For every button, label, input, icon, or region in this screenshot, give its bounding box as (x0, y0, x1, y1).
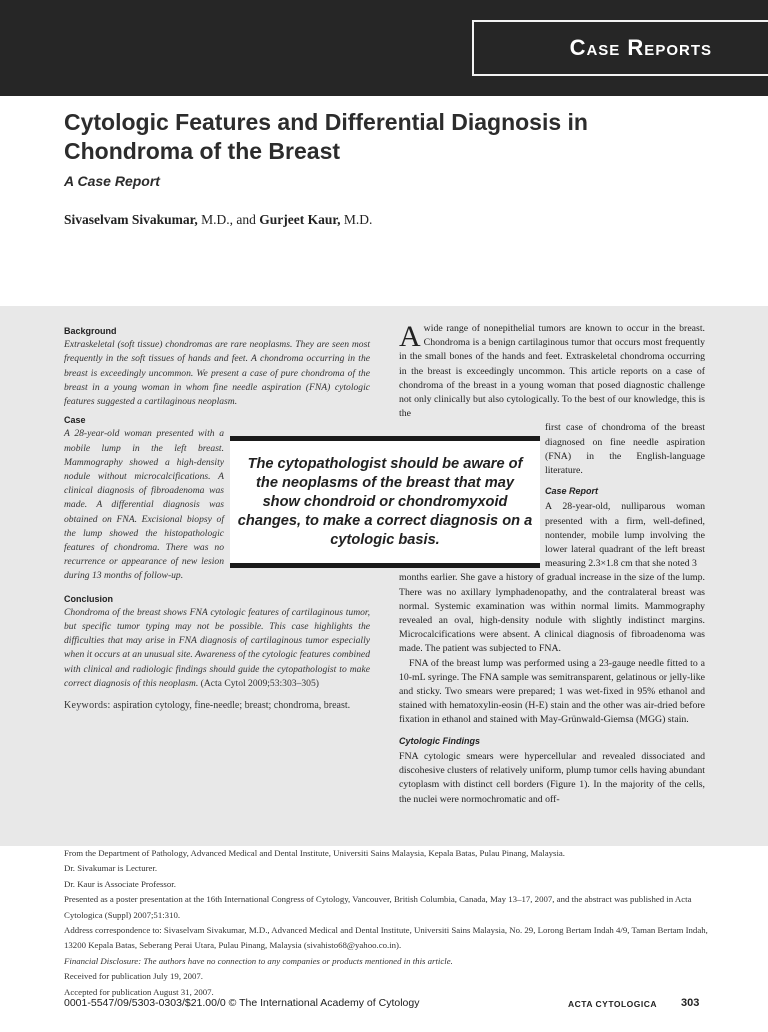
intro-paragraph (399, 322, 705, 421)
intro-text: wide range of nonepithelial tumors are known to occur in the breast. Chondroma is a benign cartilaginous tumor that occurs most frequently in the small bones of the hands and feet. Extraskeletal chondroma occurring in the breast is exceedingly uncommon. This article reports on a case of chondroma of the breast in a young woman that posed diagnostic challenge not only clinically but also cytologically. To the best of our knowledge, this is the (399, 323, 705, 420)
abstract-case: A 28-year-old woman presented with a mobile lump in the left breast. Mammography showed a high-density nodule without microcalcifications. A clinical diagnosis of fibroadenoma was made. A differential diagnosis was obtained on FNA. Excisional biopsy of the lump showed the histopathologic features of chondroma. There was no recurrence or appearance of new lesion during 13 months of follow-up. (64, 428, 224, 582)
keywords-text: aspiration cytology, fine-needle; breast; chondroma, breast. (113, 700, 351, 712)
citation: (Acta Cytol 2009;53:303–305) (200, 677, 319, 689)
footnote: Accepted for publication August 31, 2007. (64, 986, 214, 997)
author-degree: M.D. (343, 212, 373, 227)
footnote: Presented as a poster presentation at the 16th International Congress of Cytology, Vancouver, British Columbia, Canada, May 13–17, 2007, and the abstract was published in Acta Cytologica (Suppl) 2007;51:310. (64, 894, 692, 920)
abstract-heading-case: Case (64, 415, 86, 426)
pull-quote-text: The cytopathologist should be aware of the neoplasms of the breast that may show chondroid or chondromyxoid changes, to make a correct diagnosis on a cytologic basis. (237, 455, 533, 548)
section-label: Case Reports (569, 35, 712, 60)
footnote: Dr. Kaur is Associate Professor. (64, 878, 176, 889)
author-name: Gurjeet Kaur, (259, 212, 341, 227)
intro-continued: first case of chondroma of the breast diagnosed on fine needle aspiration (FNA) in the English-language literature. (545, 422, 705, 477)
abstract-heading-conclusion: Conclusion (64, 593, 113, 604)
case-text: A 28-year-old, nulliparous woman presented with a firm, well-defined, nontender, mobile lump involving the lower lateral quadrant of the left breast measuring 2.3×1.8 cm that she noted 3 (545, 501, 705, 570)
findings-text: FNA cytologic smears were hypercellular and revealed dissociated and discohesive clusters of relatively uniform, plump tumor cells having abundant cytoplasm with distinct cell borders (Figure 1). In the majority of the cells, the nuclei were normochromatic and off- (399, 750, 705, 805)
author-line (64, 212, 372, 228)
abstract-heading-background: Background (64, 326, 117, 336)
case-continued: months earlier. She gave a history of gradual increase in the size of the lump. There was no axillary lymphadenopathy, and the contralateral breast was normal. Systemic examination was within normal limits. Mammography revealed an oval, high-density nodule with slightly indistinct margins. Microcalcifications were absent. A clinical diagnosis of fibroadenoma was made. The patient was subjected to FNA. (399, 572, 705, 655)
footer-copyright: 0001-5547/09/5303-0303/$21.00/0 © The International Academy of Cytology (64, 997, 420, 1009)
fna-paragraph: FNA of the breast lump was performed using a 23-gauge needle fitted to a 10-mL syringe. The FNA sample was semitransparent, gelatinous or jelly-like and sticky. Two smears were prepared; 1 was wet-fixed in 95% ethanol and stained with hematoxylin-eosin (H-E) stain and the other was air-dried before fixation in ethanol and stained with May-Grünwald-Giemsa (MGG) stain. (399, 657, 705, 726)
section-header (472, 20, 768, 76)
article-title: Cytologic Features and Differential Diagnosis in Chondroma of the Breast (64, 109, 588, 164)
conclusion-text: Chondroma of the breast shows FNA cytologic features of cartilaginous tumor, but specific tumor typing may not be possible. This case highlights the difficulties that may arise in FNA diagnosis of cartilaginous tumor especially when it occurs at an unusual site. Awareness of the cytologic features combined with clinical and radiologic findings should guide the cytopathologist to make correct diagnosis of this neoplasm. (64, 606, 370, 689)
heading-cytologic-findings: Cytologic Findings (399, 735, 480, 746)
author-degree: M.D., (201, 212, 234, 227)
keywords (64, 699, 370, 713)
heading-case-report: Case Report (545, 486, 599, 497)
pull-quote (230, 436, 540, 568)
author-conjunction: and (236, 212, 256, 227)
abstract-background: Extraskeletal (soft tissue) chondromas are rare neoplasms. They are seen most frequently in the soft tissues of hands and feet. A chondroma occurring in the breast is exceedingly uncommon. We present a case of pure chondroma of the breast in a young woman in whom fine needle aspiration (FNA) cytologic features suggested a cartilaginous neoplasm. (64, 339, 370, 408)
abstract-conclusion (64, 606, 370, 691)
footer-journal: ACTA CYTOLOGICA (568, 999, 658, 1009)
keywords-label: Keywords: (64, 700, 111, 712)
footnote: From the Department of Pathology, Advanced Medical and Dental Institute, Universiti Sains Malaysia, Kepala Batas, Pulau Pinang, Malaysia. (64, 848, 565, 858)
article-subtitle: A Case Report (64, 173, 160, 189)
footnote: Address correspondence to: Sivaselvam Sivakumar, M.D., Advanced Medical and Dental Institute, Universiti Sains Malaysia, No. 29, Lorong Bertam Indah 4/9, Taman Bertam Indah, 13200 Kepala Batas, Seberang Perai Utara, Pulau Pinang, Malaysia (sivahisto68@yahoo.co.in). (64, 925, 708, 951)
author-name: Sivaselvam Sivakumar, (64, 212, 198, 227)
narrow-column (545, 421, 705, 571)
footnotes (64, 846, 714, 1000)
footnote: Received for publication July 19, 2007. (64, 971, 204, 982)
page-number: 303 (681, 997, 700, 1009)
drop-cap: A (399, 320, 421, 353)
footnote: Dr. Sivakumar is Lecturer. (64, 863, 158, 874)
footnote: Financial Disclosure: The authors have no connection to any companies or products mentioned in this article. (64, 955, 453, 966)
